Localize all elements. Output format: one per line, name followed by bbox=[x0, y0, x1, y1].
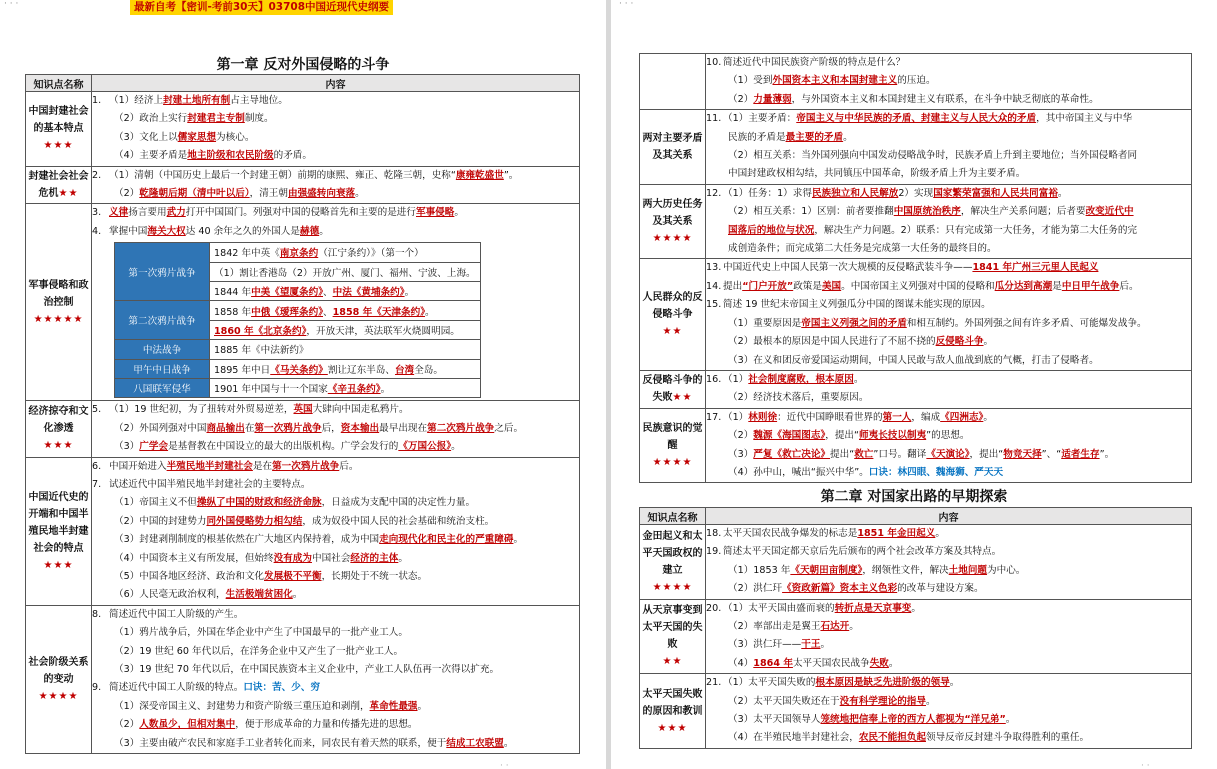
war-name: 八国联军侵华 bbox=[115, 378, 210, 397]
content-cell: 16. （1）社会制度腐败，根本原因。 （2）经济技术落后，重要原因。 bbox=[706, 370, 1192, 408]
kp-cell: 金田起义和太平天国政权的建立 ★★★★ bbox=[640, 525, 706, 600]
col-content-header: 内容 bbox=[706, 508, 1192, 525]
kp-cell: 军事侵略和政治控制 ★★★★★ bbox=[26, 204, 92, 401]
content-cell: 18. 太平天国农民战争爆发的标志是1851 年金田起义。 19. 简述太平天国定都天京后先后颁布的两个社会改革方案及其特点。 （1）1853 年《天朝田亩制度》，纲领性文件，解决土地问题为中心。 （2）洪仁玕《资政新篇》资本主义色彩的改革与建设方案。 bbox=[706, 525, 1192, 600]
chapter1-table bbox=[25, 74, 580, 754]
table-row bbox=[640, 674, 1192, 749]
col-kp-header: 知识点名称 bbox=[26, 75, 92, 92]
table-row bbox=[640, 54, 1192, 110]
table-row bbox=[640, 184, 1192, 259]
table-row bbox=[26, 457, 580, 605]
col-kp-header: 知识点名称 bbox=[640, 508, 706, 525]
kp-cell: 民族意识的觉醒 ★★★★ bbox=[640, 408, 706, 483]
content-cell: 10. 简述近代中国民族资产阶级的特点是什么？ （1）受到外国资本主义和本国封建主义的压迫。 （2）力量薄弱，与外国资本主义和本国封建主义有联系，在斗争中缺乏彻底的革命性。 bbox=[706, 54, 1192, 110]
table-row bbox=[26, 92, 580, 167]
content-cell: 17. （1）林则徐：近代中国睁眼看世界的第一人，编成《四洲志》。 （2）魏源《海国图志》，提出“师夷长技以制夷”的思想。 （3）严复《救亡决论》提出“救亡”口号。翻译《天演论》，提出“物竞天择”、“适者生存”。 （4）孙中山，喊出“振兴中华”。口诀：林四眼、魏海狮、严天天 bbox=[706, 408, 1192, 483]
col-content-header: 内容 bbox=[92, 75, 580, 92]
table-row bbox=[26, 204, 580, 401]
table-row bbox=[26, 401, 580, 457]
war-name: 甲午中日战争 bbox=[115, 359, 210, 378]
kp-cell: 经济掠夺和文化渗透 ★★★ bbox=[26, 401, 92, 457]
chapter1-continued-table bbox=[639, 53, 1192, 483]
kp-cell: 两对主要矛盾及其关系 bbox=[640, 110, 706, 185]
kp-cell: 人民群众的反侵略斗争 ★★ bbox=[640, 259, 706, 370]
content-cell: 5. （1）19 世纪初，为了扭转对外贸易逆差，英国大肆向中国走私鸦片。 （2）外国列强对中国商品输出在第一次鸦片战争后，资本输出最早出现在第二次鸦片战争之后。 （3）广学会是基督教在中国设立的最大的出版机构。广学会发行的《万国公报》。 bbox=[92, 401, 580, 457]
table-row bbox=[640, 525, 1192, 600]
chapter1-title: 第一章 反对外国侵略的斗争 bbox=[216, 57, 390, 73]
footer-fragment: · · bbox=[500, 761, 509, 769]
footer-fragment: · · bbox=[1141, 761, 1150, 769]
kp-cell: 太平天国失败的原因和教训 ★★★ bbox=[640, 674, 706, 749]
content-cell: 21. （1）太平天国失败的根本原因是缺乏先进阶级的领导。 （2）太平天国失败还在于没有科学理论的指导。 （3）太平天国领导人笼统地把信奉上帝的西方人都视为“洋兄弟”。 （4）在半殖民地半封建社会，农民不能担负起领导反帝反封建斗争取得胜利的重任。 bbox=[706, 674, 1192, 749]
chapter2-table bbox=[639, 507, 1192, 749]
kp-cell bbox=[640, 54, 706, 110]
table-row bbox=[640, 259, 1192, 370]
table-row bbox=[640, 599, 1192, 674]
content-cell: 8. 简述近代中国工人阶级的产生。 （1）鸦片战争后，外国在华企业中产生了中国最早的一批产业工人。 （2）19 世纪 60 年代以后，在洋务企业中又产生了一批产业工人。 （3）19 世纪 70 年代以后，在中国民族资本主义企业中，产业工人队伍再一次得以扩充。 9. 简述近代中国工人阶级的特点。口诀：苦、少、穷 （1）深受帝国主义、封建势力和资产阶级三重压迫和剥削，革命性最强。 （2）人数虽少，但相对集中，便于形成革命的力量和传播先进的思想。 （3）主要由破产农民和家庭手工业者转化而来，同农民有着天然的联系，便于结成工农联盟。 bbox=[92, 605, 580, 753]
content-cell: 1. （1）经济上封建土地所有制占主导地位。 （2）政治上实行封建君主专制制度。 （3）文化上以儒家思想为核心。 （4）主要矛盾是地主阶级和农民阶级的矛盾。 bbox=[92, 92, 580, 167]
content-cell: 12. （1）任务：1）求得民族独立和人民解放2）实现国家繁荣富强和人民共同富裕。 （2）相互关系：1）区别：前者要推翻中国原统治秩序，解决生产关系问题；后者要改变近代中 国落后的地位与状况，解决生产力问题。2）联系：只有完成第一大任务，才能为第二大任务的完 成创造条件；而完成第二大任务是完成第一大任务的最终目的。 bbox=[706, 184, 1192, 259]
kp-cell: 反侵略斗争的失败★★ bbox=[640, 370, 706, 408]
content-cell: 13. 中国近代史上中国人民第一次大规模的反侵略武装斗争——1841 年广州三元里人民起义 14. 提出“门户开放”政策是美国。中国帝国主义列强对中国的侵略和瓜分达到高潮是中日甲午战争后。 15. 简述 19 世纪末帝国主义列强瓜分中国的图谋未能实现的原因。 （1）重要原因是帝国主义列强之间的矛盾和相互制约。外国列强之间有许多矛盾、可能爆发战争。 （2）最根本的原因是中国人民进行了不屈不挠的反侵略斗争。 （3）在义和团反帝爱国运动期间，中国人民敢与敌人血战到底的气概，打击了侵略者。 bbox=[706, 259, 1192, 370]
chapter2-title: 第二章 对国家出路的早期探索 bbox=[820, 489, 1008, 505]
document-header: 最新自考【密训-考前30天】03708中国近现代史纲要 bbox=[130, 0, 393, 15]
table-row bbox=[640, 408, 1192, 483]
corner-fragment: · · · bbox=[619, 0, 634, 9]
war-name: 第二次鸦片战争 bbox=[115, 301, 210, 340]
left-page bbox=[0, 0, 606, 769]
kp-cell: 中国封建社会的基本特点★★★ bbox=[26, 92, 92, 167]
kp-cell: 中国近代史的开端和中国半殖民地半封建社会的特点 ★★★ bbox=[26, 457, 92, 605]
war-name: 中法战争 bbox=[115, 340, 210, 359]
kp-cell: 两大历史任务及其关系 ★★★★ bbox=[640, 184, 706, 259]
right-page bbox=[611, 0, 1217, 769]
content-cell: 6. 中国开始进入半殖民地半封建社会是在第一次鸦片战争后。 7. 试述近代中国半殖民地半封建社会的主要特点。 （1）帝国主义不但操纵了中国的财政和经济命脉，日益成为支配中国的决定性力量。 （2）中国的封建势力同外国侵略势力相勾结，成为奴役中国人民的社会基础和统治支柱。 （3）封建剥削制度的根基依然在广大地区内保持着，成为中国走向现代化和民主化的严重障碍。 （4）中国资本主义有所发展，但始终没有成为中国社会经济的主体。 （5）中国各地区经济、政治和文化发展极不平衡，长期处于不统一状态。 （6）人民毫无政治权利，生活极端贫困化。 bbox=[92, 457, 580, 605]
content-cell: 11. （1）主要矛盾：帝国主义与中华民族的矛盾、封建主义与人民大众的矛盾，其中帝国主义与中华 民族的矛盾是最主要的矛盾。 （2）相互关系：当外国列强向中国发动侵略战争时，民族矛盾上升到主要地位；当外国侵略者同 中国封建政权相勾结，共同镇压中国革命，阶级矛盾上升为主要矛盾。 bbox=[706, 110, 1192, 185]
kp-cell: 从天京事变到太平天国的失败 ★★ bbox=[640, 599, 706, 674]
kp-cell: 社会阶级关系的变动 ★★★★ bbox=[26, 605, 92, 753]
content-cell: 3. 义律扬言要用武力打开中国国门。列强对中国的侵略首先和主要的是进行军事侵略。 4. 掌握中国海关大权达 40 余年之久的外国人是赫德。 第一次鸦片战争 1842 年中英《南京条约（江宁条约）》（第一个） （1）割让香港岛（2）开放广州、厦门、福州、宁波、上海。 1844 年中美《望厦条约》、中法《黄埔条约》。 第二次鸦片战争 1858 年中俄《瑷珲条约》、1858 年《天津条约》。 1860 年《北京条约》，开放天津，英法联军火烧圆明园。 中法战争 1885 年《中法新约》 甲午中日战争 1895 年中日《马关条约》割让辽东半岛、台湾全岛。 八国联军侵华 1901 年中国与十一个国家《辛丑条约》。 bbox=[92, 204, 580, 401]
table-row bbox=[26, 605, 580, 753]
table-row bbox=[26, 166, 580, 204]
kp-cell: 封建社会社会危机★★ bbox=[26, 166, 92, 204]
table-header bbox=[640, 508, 1192, 525]
corner-fragment: · · · bbox=[4, 0, 19, 9]
table-row bbox=[640, 370, 1192, 408]
war-table: 第一次鸦片战争 1842 年中英《南京条约（江宁条约）》（第一个） （1）割让香港岛（2）开放广州、厦门、福州、宁波、上海。 1844 年中美《望厦条约》、中法《黄埔条约》。 第二次鸦片战争 1858 年中俄《瑷珲条约》、1858 年《天津条约》。 1860 年《北京条约》，开放天津，英法联军火烧圆明园。 中法战争 1885 年《中法新约》 甲午中日战争 1895 年中日《马关条约》割让辽东半岛、台湾全岛。 八国联军侵华 1901 年中国与十一个国家《辛丑条约》。 bbox=[114, 242, 481, 398]
table-row bbox=[640, 110, 1192, 185]
content-cell: 20. （1）太平天国由盛而衰的转折点是天京事变。 （2）率部出走是翼王石达开。 （3）洪仁玕——干王。 （4）1864 年太平天国农民战争失败。 bbox=[706, 599, 1192, 674]
war-name: 第一次鸦片战争 bbox=[115, 243, 210, 301]
table-header bbox=[26, 75, 580, 92]
content-cell: 2. （1）清朝（中国历史上最后一个封建王朝）前期的康熙、雍正、乾隆三朝，史称“康雍乾盛世”。 （2）乾隆朝后期（清中叶以后），清王朝由强盛转向衰落。 bbox=[92, 166, 580, 204]
